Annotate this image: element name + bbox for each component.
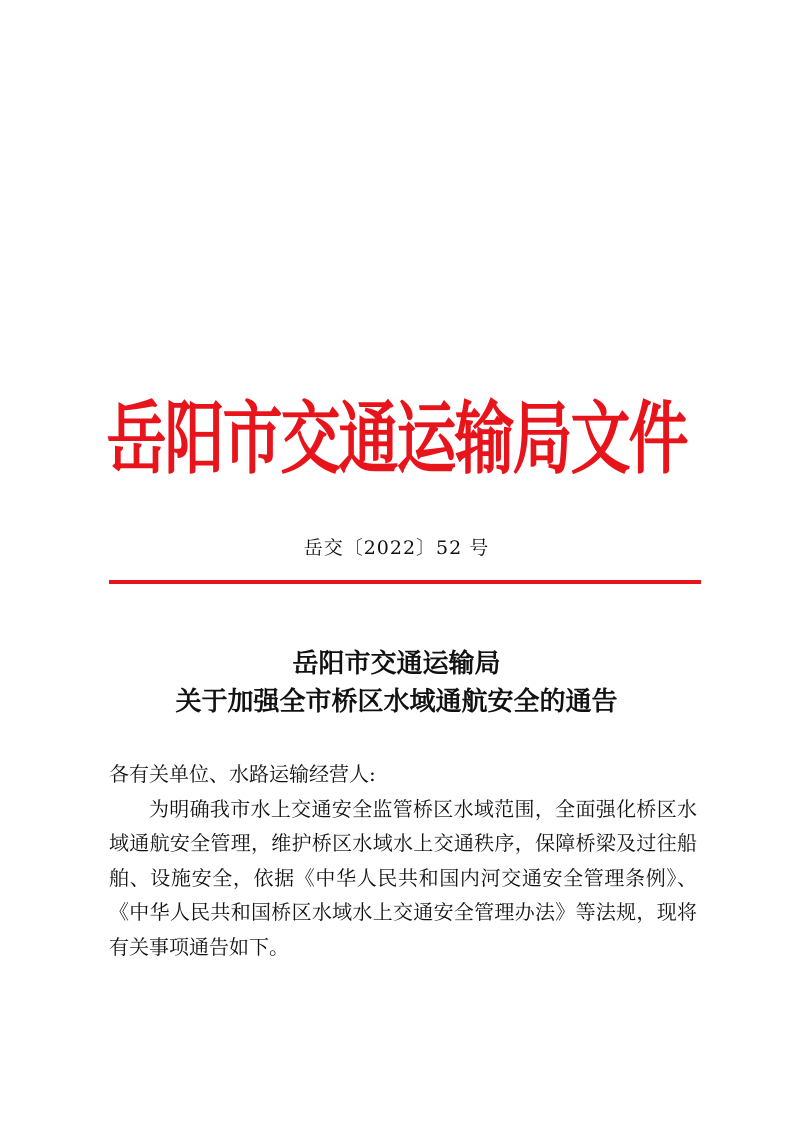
- notice-title: [0, 645, 793, 721]
- notice-title-subject: 关于加强全市桥区水域通航安全的通告: [175, 687, 618, 717]
- body-paragraph: 为明确我市水上交通安全监管桥区水域范围，全面强化桥区水域通航安全管理，维护桥区水域水上交通秩序，保障桥梁及过往船舶、设施安全，依据《中华人民共和国内河交通安全管理条例》、《中华人民共和国桥区水域水上交通安全管理办法》等法规，现将有关事项通告如下。: [109, 796, 697, 959]
- red-divider-rule: [109, 580, 701, 584]
- masthead-title: 岳阳市交通运输局文件: [106, 393, 687, 486]
- salutation: 各有关单位、水路运输经营人:: [109, 762, 376, 786]
- notice-title-issuer: 岳阳市交通运输局: [292, 649, 501, 679]
- notice-body: [109, 757, 697, 965]
- document-number: 岳交〔2022〕52 号: [303, 537, 490, 559]
